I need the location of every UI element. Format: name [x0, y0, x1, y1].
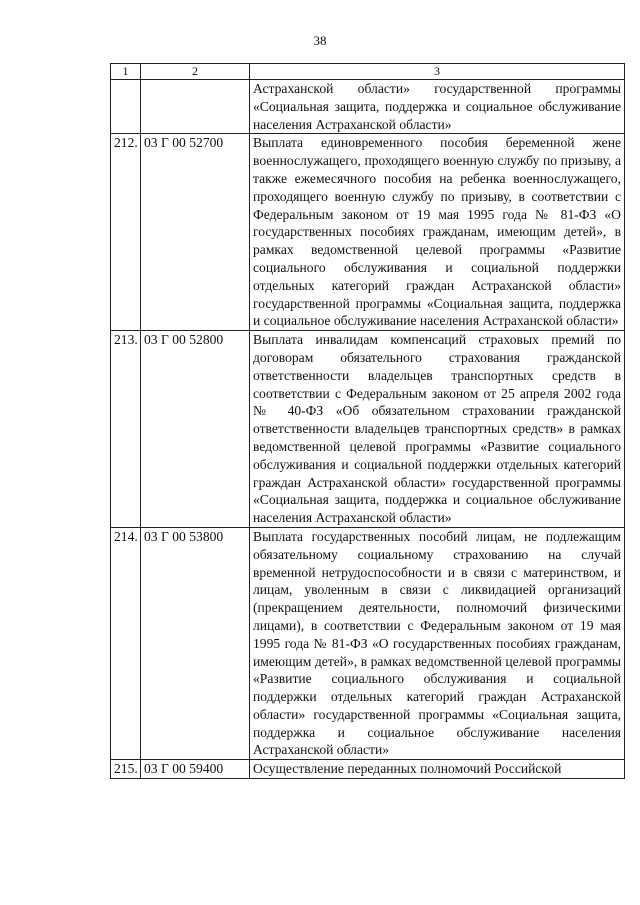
- row-number: [111, 80, 141, 134]
- table-row: [111, 527, 625, 759]
- table-row: [111, 80, 625, 134]
- row-code: 03 Г 00 52800: [141, 331, 250, 528]
- row-code: 03 Г 00 53800: [141, 527, 250, 759]
- row-code: [141, 80, 250, 134]
- row-number: 214.: [111, 527, 141, 759]
- row-number: 215.: [111, 760, 141, 779]
- column-header-description: 3: [250, 64, 625, 80]
- row-description: Выплата единовременного пособия беременной жене военнослужащего, проходящего военную службу по призыву, а также ежемесячного пособия на ребенка военнослужащего, проходящего военную службу по призыву, в соответствии с Федеральным законом от 19 мая 1995 года № 81-ФЗ «О государственных пособиях гражданам, имеющим детей», в рамках ведомственной целевой программы «Развитие социального обслуживания и социальной поддержки отдельных категорий граждан Астраханской области» государственной программы «Социальная защита, поддержка и социальное обслуживание населения Астраханской области»: [250, 134, 625, 331]
- page-number: 38: [313, 33, 327, 48]
- row-description: Выплата инвалидам компенсаций страховых премий по договорам обязательного страхования гражданской ответственности владельцев транспортных средств в соответствии с Федеральным законом от 25 апреля 2002 года № 40-ФЗ «Об обязательном страховании гражданской ответственности владельцев транспортных средств» в рамках ведомственной целевой программы «Развитие социального обслуживания и социальной поддержки отдельных категорий граждан Астраханской области» государственной программы «Социальная защита, поддержка и социальное обслуживание населения Астраханской области»: [250, 331, 625, 528]
- row-description: Осуществление переданных полномочий Российской: [250, 760, 625, 779]
- budget-table: [110, 63, 625, 779]
- row-description: Астраханской области» государственной программы «Социальная защита, поддержка и социальное обслуживание населения Астраханской области»: [250, 80, 625, 134]
- table-row: [111, 760, 625, 779]
- row-number: 213.: [111, 331, 141, 528]
- table-row: [111, 331, 625, 528]
- row-number: 212.: [111, 134, 141, 331]
- row-code: 03 Г 00 59400: [141, 760, 250, 779]
- row-code: 03 Г 00 52700: [141, 134, 250, 331]
- column-header-number: 1: [111, 64, 141, 80]
- column-header-code: 2: [141, 64, 250, 80]
- table-row: [111, 134, 625, 331]
- table-header-row: [111, 64, 625, 80]
- row-description: Выплата государственных пособий лицам, не подлежащим обязательному социальному страхованию на случай временной нетрудоспособности и в связи с материнством, и лицам, уволенным в связи с ликвидацией организаций (прекращением деятельности, полномочий физическими лицами), в соответствии с Федеральным законом от 19 мая 1995 года № 81-ФЗ «О государственных пособиях гражданам, имеющим детей», в рамках ведомственной целевой программы «Развитие социального обслуживания и социальной поддержки отдельных категорий граждан Астраханской области» государственной программы «Социальная защита, поддержка и социальное обслуживание населения Астраханской области»: [250, 527, 625, 759]
